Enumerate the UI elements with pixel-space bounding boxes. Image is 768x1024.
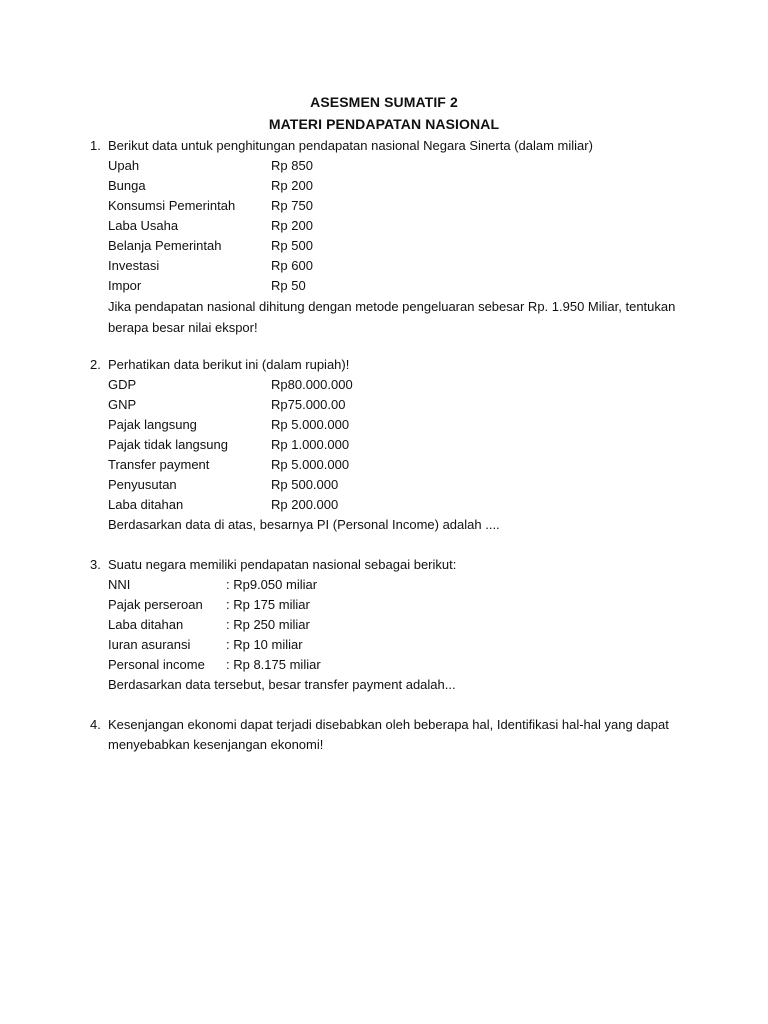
question-text: Berdasarkan data di atas, besarnya PI (Personal Income) adalah .... <box>108 517 500 532</box>
document-subtitle: MATERI PENDAPATAN NASIONAL <box>268 116 500 132</box>
row-label: Penyusutan <box>108 477 177 492</box>
question-number: 3. <box>90 557 101 572</box>
row-label: Pajak tidak langsung <box>108 437 228 452</box>
question-number: 4. <box>90 717 101 732</box>
data-row <box>108 595 690 615</box>
row-value: Rp 5.000.000 <box>271 457 350 472</box>
row-value: : Rp 8.175 miliar <box>226 657 321 672</box>
row-label: Impor <box>108 278 142 293</box>
row-label: Investasi <box>108 258 160 273</box>
row-value: Rp 200.000 <box>271 497 339 512</box>
question-text: Jika pendapatan nasional dihitung dengan metode pengeluaran sebesar Rp. 1.950 Miliar, tentukan <box>108 299 676 314</box>
row-value: Rp 50 <box>271 278 306 293</box>
question-3 <box>90 555 690 695</box>
row-label: GDP <box>108 377 137 392</box>
question-number: 1. <box>90 138 101 153</box>
question-1 <box>90 136 690 338</box>
row-label: Iuran asuransi <box>108 637 191 652</box>
row-value: : Rp 10 miliar <box>226 637 303 652</box>
data-row <box>108 375 690 395</box>
row-value: Rp 850 <box>271 158 313 173</box>
data-row <box>108 176 690 196</box>
row-label: Personal income <box>108 657 205 672</box>
data-row <box>108 196 690 216</box>
question-2 <box>90 355 690 535</box>
row-value: Rp 750 <box>271 198 313 213</box>
data-row <box>108 276 690 296</box>
row-value: Rp 200 <box>271 218 313 233</box>
row-label: Laba ditahan <box>108 497 184 512</box>
data-row <box>108 216 690 236</box>
document-title: ASESMEN SUMATIF 2 <box>310 94 458 110</box>
question-intro <box>108 555 690 575</box>
row-label: Upah <box>108 158 140 173</box>
row-label: Pajak perseroan <box>108 597 203 612</box>
row-label: Pajak langsung <box>108 417 197 432</box>
data-row <box>108 395 690 415</box>
question-4 <box>90 715 690 755</box>
row-label: Transfer payment <box>108 457 210 472</box>
row-value: Rp80.000.000 <box>271 377 353 392</box>
row-value: Rp 5.000.000 <box>271 417 350 432</box>
intro-text: Berikut data untuk penghitungan pendapatan nasional Negara Sinerta (dalam miliar) <box>108 138 593 153</box>
row-value: Rp 200 <box>271 178 313 193</box>
row-label: Laba Usaha <box>108 218 179 233</box>
data-row <box>108 475 690 495</box>
question-intro <box>108 136 690 156</box>
data-row <box>108 635 690 655</box>
row-label: GNP <box>108 397 137 412</box>
row-label: Belanja Pemerintah <box>108 238 222 253</box>
data-row <box>108 575 690 595</box>
row-value: Rp 500.000 <box>271 477 339 492</box>
data-row <box>108 615 690 635</box>
row-value: Rp 1.000.000 <box>271 437 350 452</box>
intro-text: Perhatikan data berikut ini (dalam rupiah)! <box>108 357 350 372</box>
row-value: : Rp 175 miliar <box>226 597 310 612</box>
data-row <box>108 256 690 276</box>
data-row <box>108 156 690 176</box>
row-value: Rp 600 <box>271 258 313 273</box>
data-row <box>108 415 690 435</box>
row-value: Rp75.000.00 <box>271 397 346 412</box>
data-row <box>108 435 690 455</box>
row-label: Laba ditahan <box>108 617 184 632</box>
question-intro <box>108 355 690 375</box>
row-value: Rp 500 <box>271 238 313 253</box>
row-value: : Rp 250 miliar <box>226 617 310 632</box>
question-text: Berdasarkan data tersebut, besar transfer payment adalah... <box>108 677 456 692</box>
intro-text: Suatu negara memiliki pendapatan nasional sebagai berikut: <box>108 557 457 572</box>
data-row <box>108 236 690 256</box>
question-text: Kesenjangan ekonomi dapat terjadi disebabkan oleh beberapa hal, Identifikasi hal-hal yang dapat <box>108 717 669 732</box>
data-row <box>108 655 690 675</box>
question-text-continued: berapa besar nilai ekspor! <box>108 320 258 335</box>
row-value: : Rp9.050 miliar <box>226 577 318 592</box>
data-row <box>108 455 690 475</box>
row-label: Konsumsi Pemerintah <box>108 198 236 213</box>
question-text-continued: menyebabkan kesenjangan ekonomi! <box>108 737 324 752</box>
row-label: Bunga <box>108 178 146 193</box>
question-number: 2. <box>90 357 101 372</box>
row-label: NNI <box>108 577 131 592</box>
data-row <box>108 495 690 515</box>
